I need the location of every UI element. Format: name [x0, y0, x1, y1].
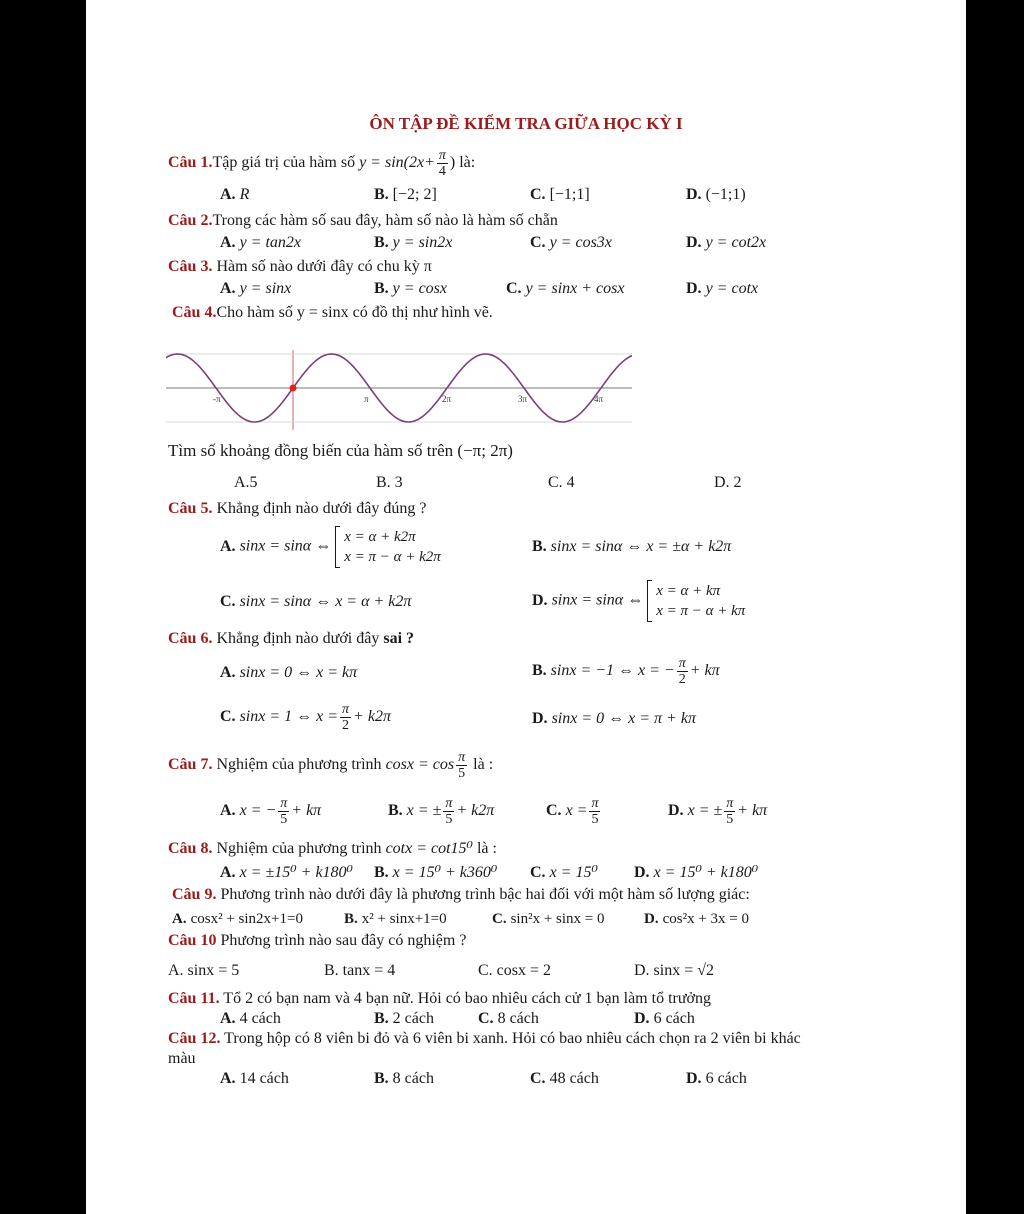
question-10: Câu 10 Phương trình nào sau đây có nghiệm ?	[168, 932, 467, 949]
q6-option-d[interactable]: D. sinx = 0 ⇔ x = π + kπ	[532, 710, 696, 727]
q5-option-d[interactable]: D. sinx = sinα ⇔ x = α + kπ x = π − α + kπ	[532, 580, 745, 622]
q2-option-b[interactable]: B. y = sin2x	[374, 234, 453, 251]
q2-option-d[interactable]: D. y = cot2x	[686, 234, 767, 251]
tick-label: 3π	[518, 394, 528, 404]
question-11: Câu 11. Tổ 2 có bạn nam và 4 bạn nữ. Hỏi có bao nhiêu cách cử 1 bạn làm tổ trưởng	[168, 990, 711, 1007]
q1-option-a[interactable]: A. R	[220, 186, 250, 203]
q2-option-a[interactable]: A. y = tan2x	[220, 234, 302, 251]
q1-option-c[interactable]: C. [−1;1]	[530, 186, 590, 203]
q4-option-d[interactable]: D. 2	[714, 474, 742, 491]
question-7: Câu 7. Nghiệm của phương trình cosx = cos $\frac{\pi}{5}$ là :	[168, 750, 494, 781]
tick-label: -π	[213, 394, 221, 404]
bracket	[335, 526, 340, 568]
q8-option-a[interactable]: A. x = ±15⁰ + k180⁰	[220, 864, 353, 881]
question-12-cont: màu	[168, 1050, 196, 1067]
q4-option-a[interactable]: A.5	[234, 474, 258, 491]
q1-option-b[interactable]: B. [−2; 2]	[374, 186, 437, 203]
q2-option-c[interactable]: C. y = cos3x	[530, 234, 612, 251]
q6-option-a[interactable]: A. sinx = 0 ⇔ x = kπ	[220, 664, 358, 681]
q8-option-b[interactable]: B. x = 15⁰ + k360⁰	[374, 864, 498, 881]
q7-option-b[interactable]: B. x = ± $\frac{\pi}{5}$ + k2π	[388, 796, 495, 827]
q6-option-c[interactable]: C. sinx = 1 ⇔ x = $\frac{\pi}{2}$ + k2π	[220, 702, 391, 733]
q8-option-d[interactable]: D. x = 15⁰ + k180⁰	[634, 864, 759, 881]
q7-option-d[interactable]: D. x = ± $\frac{\pi}{5}$ + kπ	[668, 796, 768, 827]
q11-option-b[interactable]: B. 2 cách	[374, 1010, 434, 1027]
q1-option-d[interactable]: D. (−1;1)	[686, 186, 746, 203]
q3-option-a[interactable]: A. y = sinx	[220, 280, 292, 297]
fraction: $\frac{\pi}{4}$	[438, 148, 446, 179]
q3-option-c[interactable]: C. y = sinx + cosx	[506, 280, 625, 297]
q3-option-d[interactable]: D. y = cotx	[686, 280, 759, 297]
q3-option-b[interactable]: B. y = cosx	[374, 280, 447, 297]
q12-option-a[interactable]: A. 14 cách	[220, 1070, 289, 1087]
tick-label: π	[364, 394, 369, 404]
q4-option-c[interactable]: C. 4	[548, 474, 575, 491]
q10-option-c[interactable]: C. cosx = 2	[478, 962, 552, 979]
q4-option-b[interactable]: B. 3	[376, 474, 403, 491]
q9-option-a[interactable]: A. cosx² + sin2x+1=0	[172, 911, 303, 927]
q6-option-b[interactable]: B. sinx = −1 ⇔ x = − $\frac{\pi}{2}$ + kπ	[532, 656, 720, 687]
q11-option-c[interactable]: C. 8 cách	[478, 1010, 539, 1027]
question-9: Câu 9. Phương trình nào dưới đây là phương trình bậc hai đối với một hàm số lượng giác:	[172, 886, 750, 903]
question-5: Câu 5. Khẳng định nào dưới đây đúng ?	[168, 500, 427, 517]
q11-option-a[interactable]: A. 4 cách	[220, 1010, 281, 1027]
question-4: Câu 4.Cho hàm số y = sinx có đồ thị như hình vẽ.	[172, 304, 493, 321]
q7-option-c[interactable]: C. x = $\frac{\pi}{5}$	[546, 796, 599, 827]
q8-option-c[interactable]: C. x = 15⁰	[530, 864, 598, 881]
q5-option-b[interactable]: B. sinx = sinα ⇔ x = ±α + k2π	[532, 538, 732, 555]
sine-graph	[166, 340, 632, 430]
q10-option-d[interactable]: D. sinx = √2	[634, 962, 715, 979]
question-12: Câu 12. Trong hộp có 8 viên bi đỏ và 6 viên bi xanh. Hỏi có bao nhiêu cách chọn ra 2 viên bi khác	[168, 1030, 801, 1047]
q5-option-a[interactable]: A. sinx = sinα ⇔ x = α + k2π x = π − α + k2π	[220, 526, 441, 568]
q12-option-c[interactable]: C. 48 cách	[530, 1070, 599, 1087]
worksheet-page	[86, 0, 966, 1214]
q12-option-d[interactable]: D. 6 cách	[686, 1070, 747, 1087]
bracket	[647, 580, 652, 622]
tick-label: 2π	[442, 394, 452, 404]
question-1: Câu 1.Tập giá trị của hàm số y = sin(2x+ $\frac{\pi}{4}$ ) là:	[168, 148, 476, 179]
q9-option-c[interactable]: C. sin²x + sinx = 0	[492, 911, 605, 927]
page-title: ÔN TẬP ĐỀ KIỂM TRA GIỮA HỌC KỲ I	[369, 114, 683, 133]
q10-option-b[interactable]: B. tanx = 4	[324, 962, 396, 979]
q7-option-a[interactable]: A. x = − $\frac{\pi}{5}$ + kπ	[220, 796, 322, 827]
q9-option-b[interactable]: B. x² + sinx+1=0	[344, 911, 447, 927]
question-3: Câu 3. Hàm số nào dưới đây có chu kỳ π	[168, 258, 432, 275]
question-4-prompt: Tìm số khoảng đồng biến của hàm số trên (−π; 2π)	[168, 441, 513, 460]
q11-option-d[interactable]: D. 6 cách	[634, 1010, 695, 1027]
q5-option-c[interactable]: C. sinx = sinα ⇔ x = α + k2π	[220, 593, 412, 610]
q12-option-b[interactable]: B. 8 cách	[374, 1070, 434, 1087]
tick-label: 4π	[594, 394, 604, 404]
question-6: Câu 6. Khẳng định nào dưới đây sai ?	[168, 630, 415, 647]
origin-point	[290, 385, 297, 392]
q10-option-a[interactable]: A. sinx = 5	[168, 962, 240, 979]
question-8: Câu 8. Nghiệm của phương trình cotx = cot15⁰ là :	[168, 840, 497, 857]
q9-option-d[interactable]: D. cos²x + 3x = 0	[644, 911, 750, 927]
question-2: Câu 2.Trong các hàm số sau đây, hàm số nào là hàm số chẵn	[168, 212, 558, 229]
